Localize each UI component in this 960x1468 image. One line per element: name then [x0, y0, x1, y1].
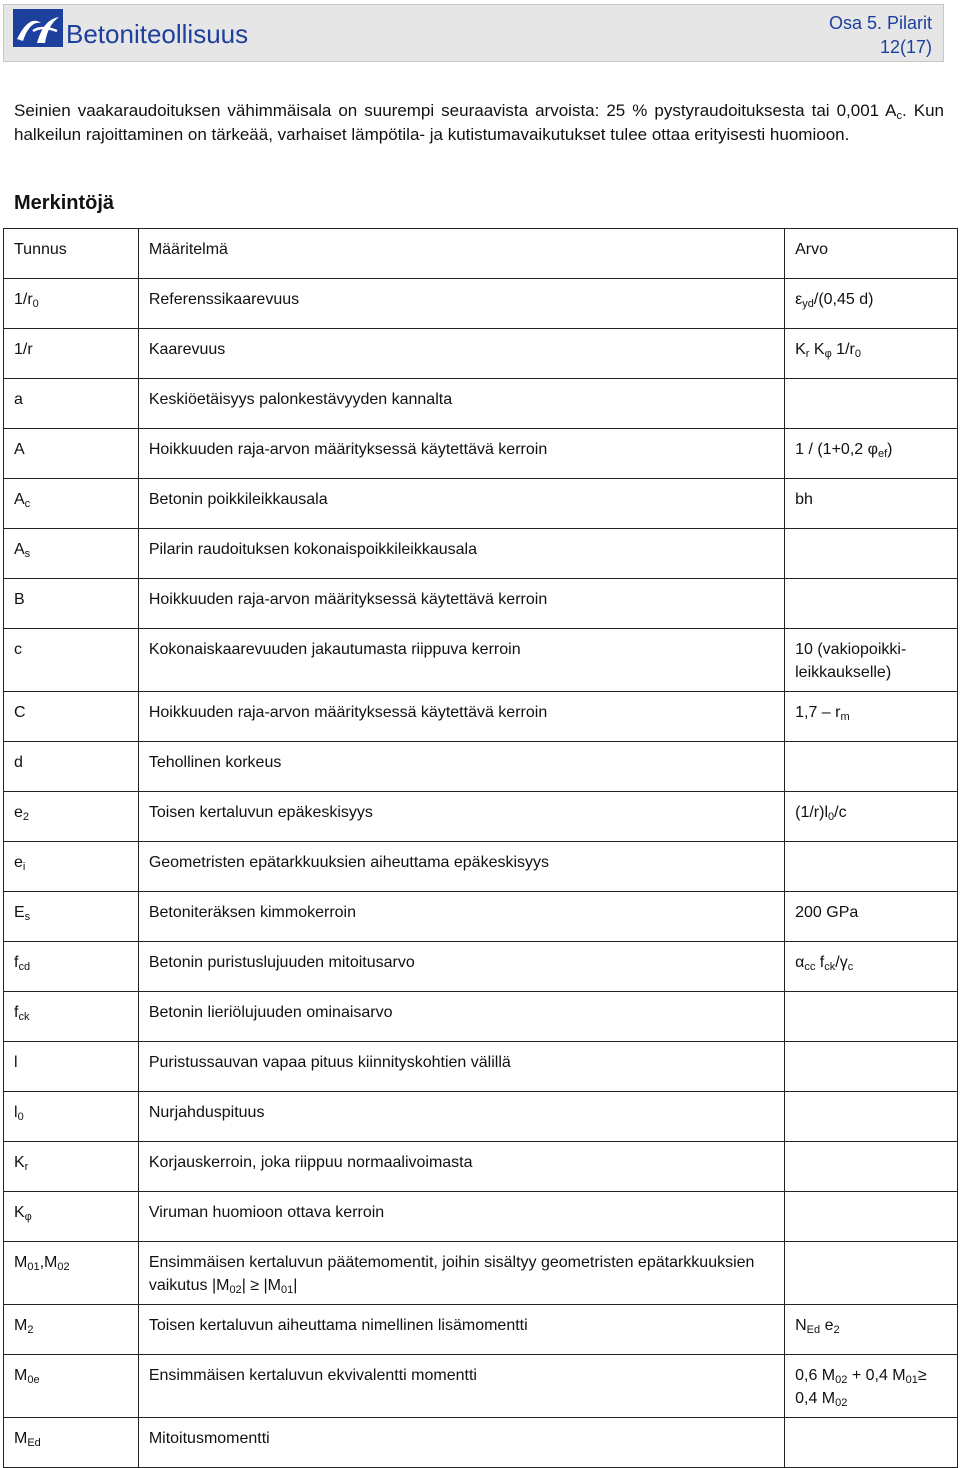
- value-cell: 0,6 $M_{02} + 0,4$ $M_{01}\ge 0,4$ $M_{02}$: [785, 1355, 958, 1418]
- table-row: [4, 942, 958, 992]
- definition-cell: Viruman huomioon ottava kerroin: [138, 1192, 784, 1242]
- table-row: [4, 279, 958, 329]
- table-row: [4, 629, 958, 692]
- page-header: [3, 4, 944, 62]
- symbol-cell: $1/r_0$: [4, 279, 139, 329]
- definition-cell: Pilarin raudoituksen kokonaispoikkileikkausala: [138, 529, 784, 579]
- value-cell: [785, 1192, 958, 1242]
- symbol-cell: $f_{cd}$: [4, 942, 139, 992]
- definition-cell: Tehollinen korkeus: [138, 742, 784, 792]
- symbol-cell: $M_{Ed}$: [4, 1418, 139, 1468]
- symbol-cell: A: [4, 429, 139, 479]
- definition-cell: Referenssikaarevuus: [138, 279, 784, 329]
- definition-cell: Betonin poikkileikkausala: [138, 479, 784, 529]
- intro-text-1: Seinien vaakaraudoituksen vähimmäisala on suurempi seuraavista arvoista: 25 % pystyraudoituksesta tai 0,001 A: [14, 101, 897, 120]
- symbol-cell: $e_i$: [4, 842, 139, 892]
- symbol-cell: $K_\varphi$: [4, 1192, 139, 1242]
- definition-cell: Betonin lieriölujuuden ominaisarvo: [138, 992, 784, 1042]
- table-row: [4, 329, 958, 379]
- value-cell: [785, 842, 958, 892]
- table-row: [4, 1355, 958, 1418]
- value-cell: [785, 529, 958, 579]
- table-row: [4, 1418, 958, 1468]
- definition-cell: Nurjahduspituus: [138, 1092, 784, 1142]
- table-row: [4, 742, 958, 792]
- definition-cell: Hoikkuuden raja-arvon määrityksessä käytettävä kerroin: [138, 579, 784, 629]
- value-cell: 1 / (1+0,2 $\varphi_{ef}$): [785, 429, 958, 479]
- definition-cell: Kaarevuus: [138, 329, 784, 379]
- symbol-cell: $f_{ck}$: [4, 992, 139, 1042]
- table-row: [4, 692, 958, 742]
- table-row: [4, 1092, 958, 1142]
- symbol-cell: d: [4, 742, 139, 792]
- definition-cell: Mitoitusmomentti: [138, 1418, 784, 1468]
- definition-cell: Toisen kertaluvun epäkeskisyys: [138, 792, 784, 842]
- table-row: [4, 1042, 958, 1092]
- header-symbol: Tunnus: [4, 229, 139, 279]
- table-row: [4, 1192, 958, 1242]
- table-row: [4, 1242, 958, 1305]
- table-row: [4, 992, 958, 1042]
- value-cell: $\varepsilon_{yd}/(0,45$ d): [785, 279, 958, 329]
- value-cell: 10 (vakiopoikki-leikkaukselle): [785, 629, 958, 692]
- value-cell: [785, 992, 958, 1042]
- symbol-cell: $M_2$: [4, 1305, 139, 1355]
- value-cell: [785, 1142, 958, 1192]
- value-cell: $1,7 - r_m$: [785, 692, 958, 742]
- header-value: Arvo: [785, 229, 958, 279]
- symbol-cell: c: [4, 629, 139, 692]
- brand-name: Betoniteollisuus: [66, 19, 249, 49]
- definition-cell: Ensimmäisen kertaluvun päätemomentit, joihin sisältyy geometristen epätarkkuuksien vaikutus $|M_{02}| \ge |M_{01}|$: [138, 1242, 784, 1305]
- value-cell: 200 GPa: [785, 892, 958, 942]
- definition-cell: Korjauskerroin, joka riippuu normaalivoimasta: [138, 1142, 784, 1192]
- value-cell: bh: [785, 479, 958, 529]
- definition-cell: Puristussauvan vapaa pituus kiinnityskohtien välillä: [138, 1042, 784, 1092]
- symbol-cell: 1/r: [4, 329, 139, 379]
- value-cell: [785, 742, 958, 792]
- table-row: [4, 1305, 958, 1355]
- page-number: 12(17): [879, 37, 932, 57]
- symbol-cell: C: [4, 692, 139, 742]
- definition-cell: Betonin puristuslujuuden mitoitusarvo: [138, 942, 784, 992]
- value-cell: [785, 1418, 958, 1468]
- value-cell: $K_r$ $K_\varphi$ $1/r_0$: [785, 329, 958, 379]
- value-cell: [785, 379, 958, 429]
- value-cell: [785, 1042, 958, 1092]
- part-title: Osa 5. Pilarit: [828, 13, 932, 33]
- table-row: [4, 429, 958, 479]
- definition-cell: Toisen kertaluvun aiheuttama nimellinen lisämomentti: [138, 1305, 784, 1355]
- value-cell: $N_{Ed}$ $e_2$: [785, 1305, 958, 1355]
- value-cell: $\alpha_{cc}$ $f_{ck}/\gamma_c$: [785, 942, 958, 992]
- header-definition: Määritelmä: [138, 229, 784, 279]
- section-title: Merkintöjä: [14, 192, 115, 214]
- table-row: [4, 892, 958, 942]
- symbol-cell: $E_s$: [4, 892, 139, 942]
- definition-cell: Keskiöetäisyys palonkestävyyden kannalta: [138, 379, 784, 429]
- company-logo-icon: [13, 9, 63, 47]
- table-row: [4, 1142, 958, 1192]
- value-cell: [785, 579, 958, 629]
- table-row: [4, 842, 958, 892]
- intro-text-sub: c: [896, 110, 903, 122]
- table-row: [4, 479, 958, 529]
- symbol-cell: a: [4, 379, 139, 429]
- table-header-row: [4, 229, 958, 279]
- value-cell: [785, 1092, 958, 1142]
- definition-cell: Kokonaiskaarevuuden jakautumasta riippuva kerroin: [138, 629, 784, 692]
- symbol-cell: B: [4, 579, 139, 629]
- table-row: [4, 579, 958, 629]
- definition-cell: Hoikkuuden raja-arvon määrityksessä käytettävä kerroin: [138, 692, 784, 742]
- value-cell: $(1/r)l_0/c$: [785, 792, 958, 842]
- table-row: [4, 379, 958, 429]
- definition-cell: Geometristen epätarkkuuksien aiheuttama epäkeskisyys: [138, 842, 784, 892]
- value-cell: [785, 1242, 958, 1305]
- part-info: [829, 11, 932, 59]
- intro-text-2: . Kun halkeilun rajoittaminen on tärkeää, varhaiset lämpötila- ja kutistumavaikutukset tulee ottaa erityisesti huomioon.: [14, 101, 944, 144]
- symbol-cell: $e_2$: [4, 792, 139, 842]
- definition-cell: Betoniteräksen kimmokerroin: [138, 892, 784, 942]
- notation-table: [3, 228, 958, 1468]
- definition-cell: Hoikkuuden raja-arvon määrityksessä käytettävä kerroin: [138, 429, 784, 479]
- symbol-cell: $M_{0e}$: [4, 1355, 139, 1418]
- symbol-cell: $l_0$: [4, 1092, 139, 1142]
- definition-cell: Ensimmäisen kertaluvun ekvivalentti momentti: [138, 1355, 784, 1418]
- symbol-cell: $K_r$: [4, 1142, 139, 1192]
- intro-paragraph: [14, 99, 944, 147]
- table-row: [4, 529, 958, 579]
- symbol-cell: $A_s$: [4, 529, 139, 579]
- symbol-cell: l: [4, 1042, 139, 1092]
- table-row: [4, 792, 958, 842]
- symbol-cell: $A_c$: [4, 479, 139, 529]
- symbol-cell: $M_{01},M_{02}$: [4, 1242, 139, 1305]
